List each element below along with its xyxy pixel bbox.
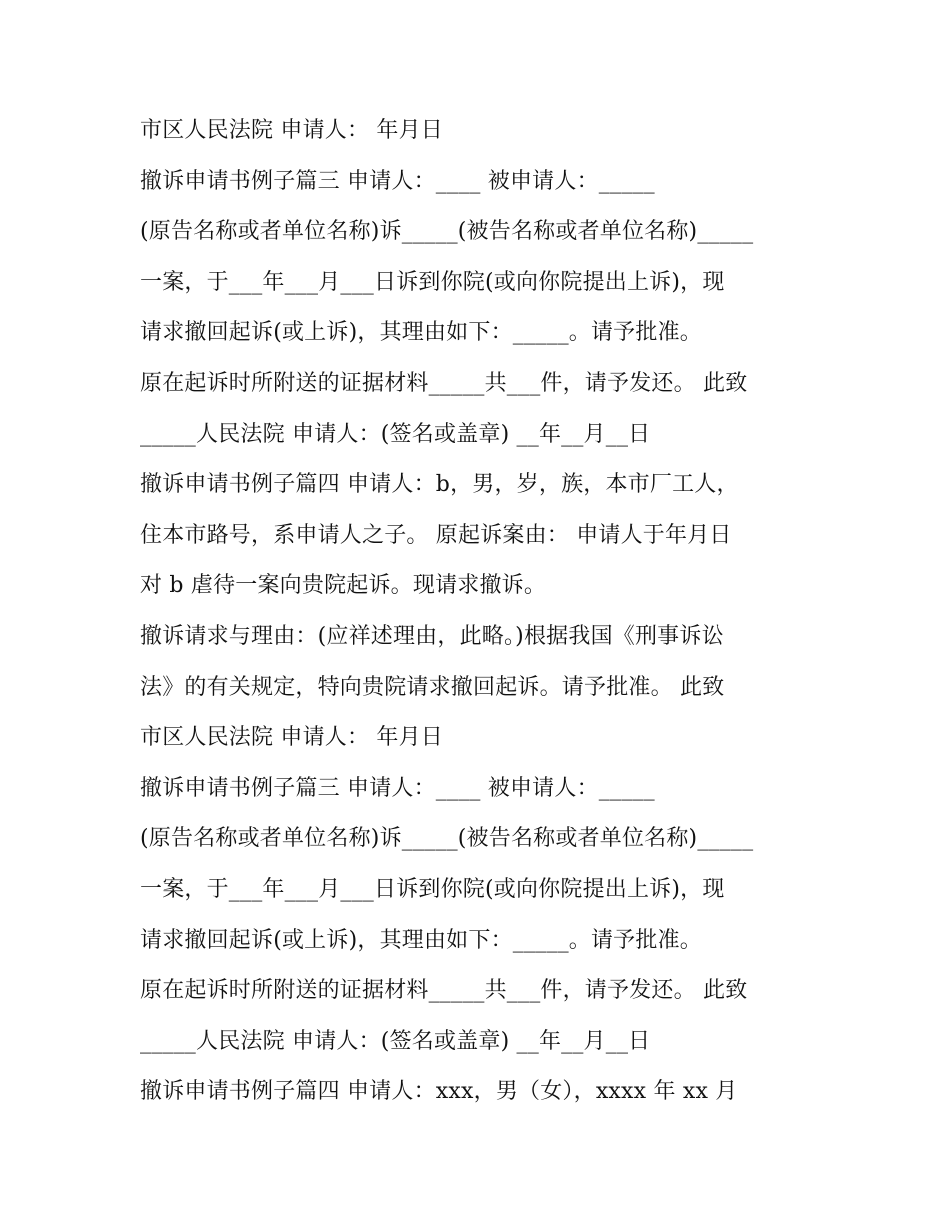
text-line: 一案，于___年___月___日诉到你院(或向你院提出上诉)，现	[140, 269, 725, 295]
text-line: (原告名称或者单位名称)诉_____(被告名称或者单位名称)_____	[140, 219, 754, 245]
text-line: 市区人民法院 申请人： 年月日	[140, 725, 443, 751]
text-line: 请求撤回起诉(或上诉)，其理由如下：_____。请予批准。	[140, 320, 702, 346]
text-line: 一案，于___年___月___日诉到你院(或向你院提出上诉)，现	[140, 876, 725, 902]
text-line: 住本市路号，系申请人之子。 原起诉案由： 申请人于年月日	[140, 522, 732, 548]
text-line: 请求撤回起诉(或上诉)，其理由如下：_____。请予批准。	[140, 927, 702, 953]
text-line: 市区人民法院 申请人： 年月日	[140, 118, 443, 143]
text-line: 撤诉申请书例子篇三 申请人：____ 被申请人：_____	[140, 775, 655, 801]
text-line: 撤诉请求与理由：(应祥述理由，此略。)根据我国《刑事诉讼	[140, 623, 724, 649]
text-line: 法》的有关规定，特向贵院请求撤回起诉。请予批准。 此致	[140, 674, 725, 700]
text-line: 撤诉申请书例子篇四 申请人：b，男，岁，族，本市厂工人，	[140, 472, 739, 498]
text-line: _____人民法院 申请人：(签名或盖章) __年__月__日	[140, 1028, 651, 1054]
text-line: 对 b 虐待一案向贵院起诉。现请求撤诉。	[140, 573, 547, 599]
text-line: 撤诉申请书例子篇四 申请人：xxx，男（女），xxxx 年 xx 月	[140, 1079, 738, 1105]
text-line: 撤诉申请书例子篇三 申请人：____ 被申请人：_____	[140, 168, 655, 194]
text-line: (原告名称或者单位名称)诉_____(被告名称或者单位名称)_____	[140, 826, 754, 852]
text-line: _____人民法院 申请人：(签名或盖章) __年__月__日	[140, 421, 651, 447]
document-body	[140, 106, 830, 1118]
text-line: 原在起诉时所附送的证据材料_____共___件，请予发还。 此致	[140, 978, 748, 1004]
text-line: 原在起诉时所附送的证据材料_____共___件，请予发还。 此致	[140, 370, 748, 396]
